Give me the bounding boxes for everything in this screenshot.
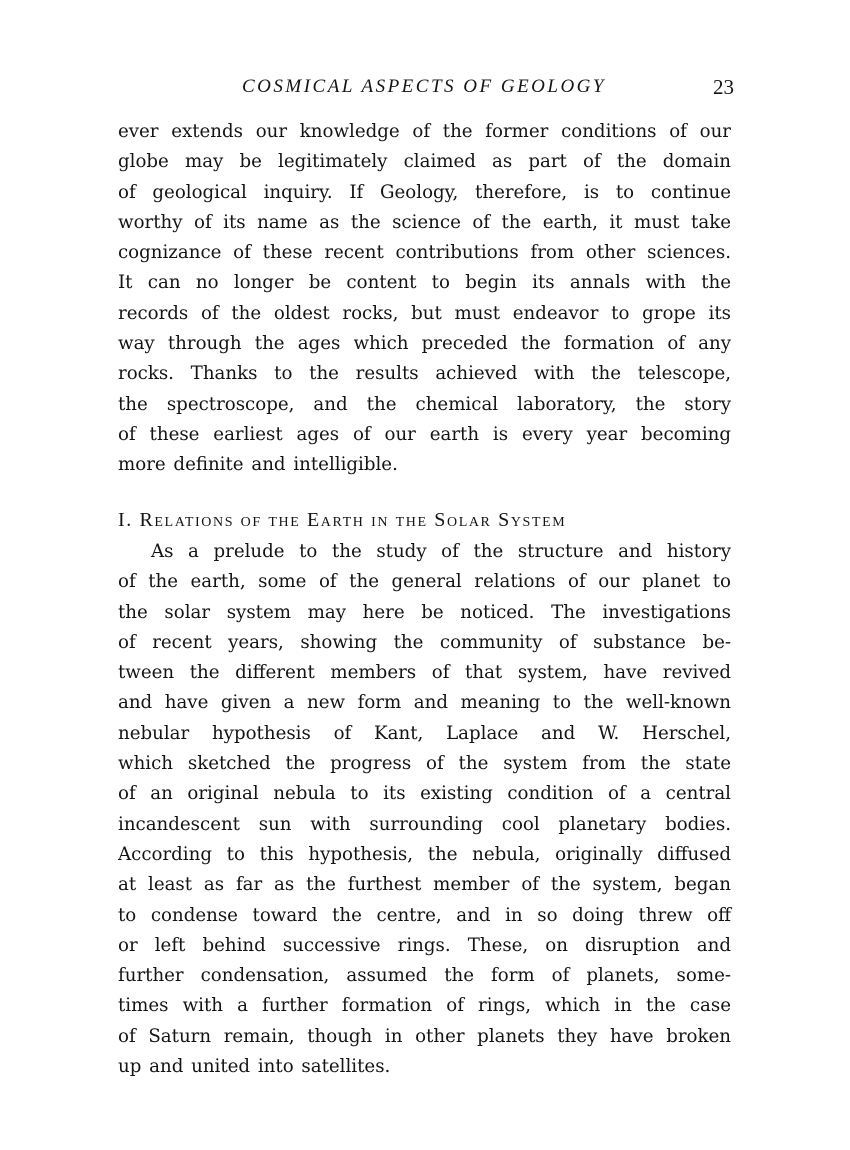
text-line: incandescent sun with surrounding cool planetary bodies. xyxy=(118,813,731,835)
text-line: further condensation, assumed the form of planets, some- xyxy=(118,965,731,987)
page-number: 23 xyxy=(713,75,734,99)
text-line: way through the ages which preceded the formation of any xyxy=(118,333,731,355)
text-line: up and united into satellites. xyxy=(118,1056,391,1078)
text-line: rocks. Thanks to the results achieved with the telescope, xyxy=(118,363,731,385)
text-line: or left behind successive rings. These, on disruption and xyxy=(118,934,731,956)
text-line: and have given a new form and meaning to the well-known xyxy=(118,692,731,714)
running-head xyxy=(118,72,736,102)
text-line: at least as far as the furthest member of the system, began xyxy=(118,874,731,896)
text-line: As a prelude to the study of the structure and history xyxy=(151,541,731,562)
text-line: of these earliest ages of our earth is every year becoming xyxy=(118,423,731,445)
text-line: globe may be legitimately claimed as part of the domain xyxy=(118,151,731,173)
text-line: of an original nebula to its existing condition of a central xyxy=(118,783,731,805)
text-line: times with a further formation of rings, which in the case xyxy=(118,995,731,1017)
text-line: of the earth, some of the general relations of our planet to xyxy=(118,571,731,593)
text-line: which sketched the progress of the system from the state xyxy=(118,753,731,775)
text-line: the solar system may here be noticed. The investigations xyxy=(118,601,731,623)
text-line: worthy of its name as the science of the earth, it must take xyxy=(118,211,731,233)
text-line: tween the different members of that system, have revived xyxy=(118,662,731,684)
text-line: to condense toward the centre, and in so doing threw off xyxy=(118,904,731,926)
text-line: ever extends our knowledge of the former conditions of our xyxy=(118,121,731,142)
text-line: the spectroscope, and the chemical laboratory, the story xyxy=(118,393,731,415)
text-line: of recent years, showing the community of substance be- xyxy=(118,631,731,653)
text-line: records of the oldest rocks, but must endeavor to grope its xyxy=(118,302,731,324)
running-title: COSMICAL ASPECTS OF GEOLOGY xyxy=(242,76,606,97)
text-line: of geological inquiry. If Geology, therefore, is to continue xyxy=(118,181,731,203)
text-line: more definite and intelligible. xyxy=(118,454,398,476)
section-heading: I. Relations of the Earth in the Solar System xyxy=(118,509,567,531)
paragraph xyxy=(118,537,731,1082)
text-line: cognizance of these recent contributions from other sciences. xyxy=(118,242,731,264)
text-line: According to this hypothesis, the nebula, originally diffused xyxy=(118,843,731,865)
text-line: nebular hypothesis of Kant, Laplace and W. Herschel, xyxy=(118,722,731,744)
text-line: It can no longer be content to begin its annals with the xyxy=(118,272,731,294)
paragraph-continued xyxy=(118,117,731,481)
text-line: of Saturn remain, though in other planets they have broken xyxy=(118,1025,731,1047)
